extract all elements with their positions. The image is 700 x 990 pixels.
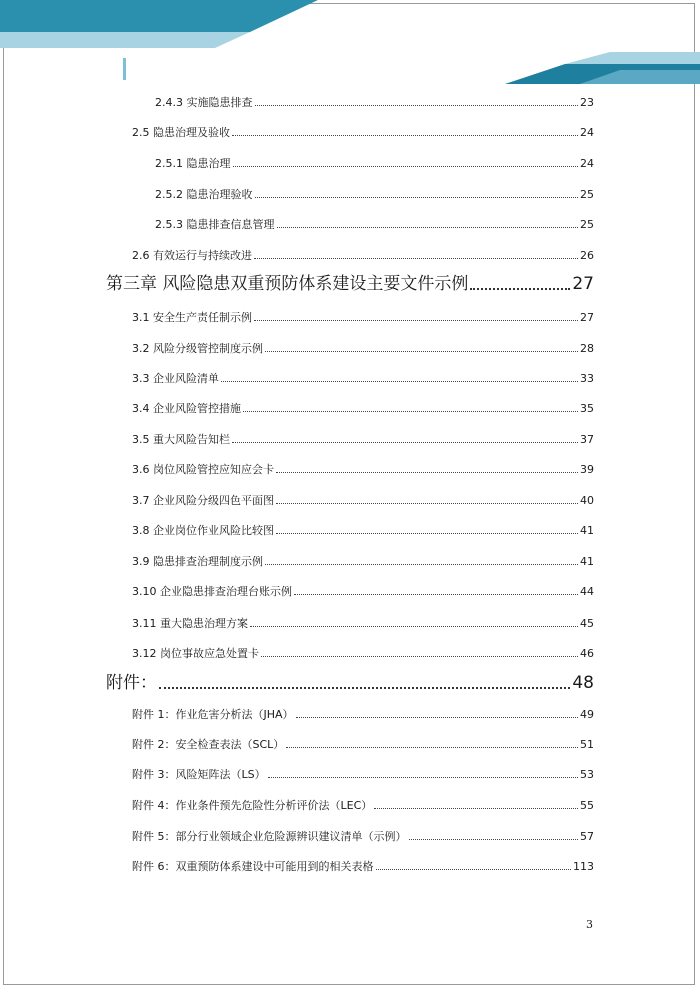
toc-entry-chapter[interactable]: 第三章 风险隐患双重预防体系建设主要文件示例 27 [106,274,594,294]
toc-entry[interactable]: 附件 2：安全检查表法（SCL） 51 [132,738,594,751]
toc-entry[interactable]: 3.4 企业风险管控措施 35 [132,402,594,415]
toc-entry[interactable]: 3.3 企业风险清单 33 [132,372,594,385]
toc-entry[interactable]: 2.6 有效运行与持续改进 26 [132,249,594,262]
toc-entry[interactable]: 附件 5：部分行业领域企业危险源辨识建议清单（示例） 57 [132,830,594,843]
toc-entry[interactable]: 2.5.3 隐患排查信息管理 25 [155,218,594,231]
toc-entry[interactable]: 3.1 安全生产责任制示例 27 [132,311,594,324]
toc-entry[interactable]: 3.5 重大风险告知栏 37 [132,433,594,446]
toc-entry[interactable]: 附件 6：双重预防体系建设中可能用到的相关表格 113 [132,860,594,873]
toc-entry[interactable]: 3.9 隐患排查治理制度示例 41 [132,555,594,568]
toc-entry-appendix[interactable]: 附件： 48 [106,673,594,693]
toc-entry[interactable]: 2.5 隐患治理及验收 24 [132,126,594,139]
toc-entry[interactable]: 3.10 企业隐患排查治理台账示例 44 [132,585,594,598]
toc-entry[interactable]: 3.2 风险分级管控制度示例 28 [132,342,594,355]
toc-entry[interactable]: 2.4.3 实施隐患排查 23 [155,96,594,109]
toc-entry[interactable]: 2.5.2 隐患治理验收 25 [155,188,594,201]
toc-entry[interactable]: 3.8 企业岗位作业风险比较图 41 [132,524,594,537]
toc-entry[interactable]: 附件 1：作业危害分析法（JHA） 49 [132,708,594,721]
toc-entry[interactable]: 附件 4：作业条件预先危险性分析评价法（LEC） 55 [132,799,594,812]
toc-entry[interactable]: 3.12 岗位事故应急处置卡 46 [132,647,594,660]
page-number: 3 [586,918,593,931]
toc-entry[interactable]: 3.11 重大隐患治理方案 45 [132,617,594,630]
toc-entry[interactable]: 2.5.1 隐患治理 24 [155,157,594,170]
toc-entry[interactable]: 3.7 企业风险分级四色平面图 40 [132,494,594,507]
toc-entry[interactable]: 附件 3：风险矩阵法（LS） 53 [132,768,594,781]
toc-entry[interactable]: 3.6 岗位风险管控应知应会卡 39 [132,463,594,476]
